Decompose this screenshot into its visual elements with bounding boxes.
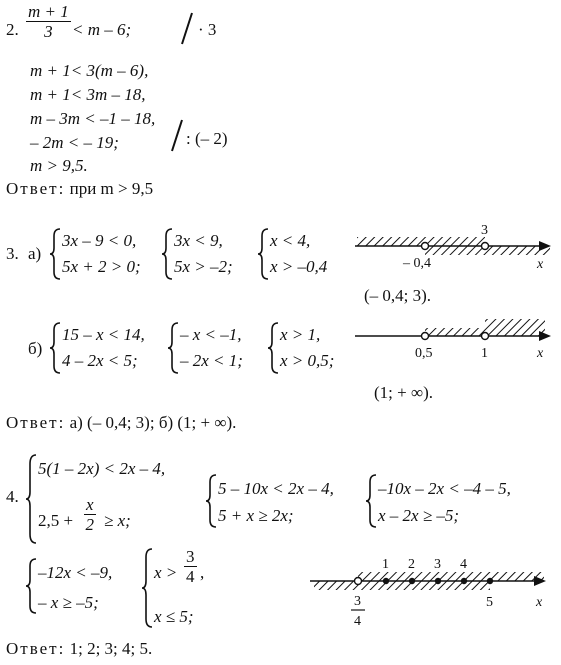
problem-3a-system-2-line-2: 5x > –2; <box>174 257 233 276</box>
brace-icon <box>50 228 62 280</box>
brace-icon <box>258 228 270 280</box>
problem-2-step-4: – 2m < – 19; <box>30 133 119 152</box>
problem-3-answer-word: Ответ: <box>6 413 66 432</box>
problem-4-system-4-line-1: –12x < –9, <box>38 563 113 582</box>
point-4 <box>461 578 467 584</box>
problem-2-fraction-numerator: m + 1 <box>28 2 69 21</box>
problem-4-system-3 <box>366 474 556 528</box>
problem-4-system-4 <box>26 558 136 614</box>
point-label-05: 0,5 <box>415 346 433 361</box>
problem-4-system-1-fraction <box>84 496 96 533</box>
problem-3-answer-text: а) (– 0,4; 3); б) (1; + ∞). <box>69 413 237 432</box>
brace-icon <box>206 474 218 528</box>
problem-3b-system-1 <box>50 322 160 374</box>
brace-icon <box>142 548 154 628</box>
problem-4-answer <box>6 640 152 657</box>
problem-3b-system-3-line-1: x > 1, <box>280 325 321 344</box>
problem-2-step-1: m + 1< 3(m – 6), <box>30 61 149 80</box>
problem-3b-number-line <box>355 315 555 370</box>
brace-icon <box>168 322 180 374</box>
problem-3b-system-1-line-2: 4 – 2x < 5; <box>62 351 138 370</box>
brace-icon <box>268 322 280 374</box>
point-label-1: 1 <box>481 346 488 361</box>
problem-4-system-2 <box>206 474 366 528</box>
problem-4-system-1-line-2a: 2,5 + <box>38 511 74 530</box>
tick-label-1: 1 <box>382 557 389 572</box>
problem-2-step-2: m + 1< 3m – 18, <box>30 85 146 104</box>
problem-2-number: 2. <box>6 20 19 39</box>
open-point-05 <box>422 333 429 340</box>
tick-label-frac-num: 3 <box>354 594 361 609</box>
fraction-numerator: x <box>86 495 94 514</box>
problem-2-step-5: m > 9,5. <box>30 156 88 175</box>
tick-label-5: 5 <box>486 595 493 610</box>
open-point-neg04 <box>422 243 429 250</box>
problem-2-multiply-note: · 3 <box>198 20 217 39</box>
problem-2-fraction-denominator: 3 <box>44 22 53 41</box>
problem-3a-label: а) <box>28 244 42 263</box>
fraction-denominator: 2 <box>85 515 95 534</box>
brace-icon <box>50 322 62 374</box>
problem-3a-system-3-line-1: x < 4, <box>270 231 311 250</box>
problem-2-divide-slash <box>168 119 188 153</box>
problem-3a-system-1-line-2: 5x + 2 > 0; <box>62 257 141 276</box>
problem-4-system-1 <box>26 454 206 544</box>
problem-3b-system-2-line-2: – 2x < 1; <box>180 351 243 370</box>
brace-icon <box>366 474 378 528</box>
problem-3b-result: (1; + ∞). <box>374 383 434 402</box>
problem-4-number-line <box>310 556 556 636</box>
problem-4-number: 4. <box>6 487 19 506</box>
open-point-3 <box>482 243 489 250</box>
problem-3-answer <box>6 414 236 431</box>
problem-3b-label: б) <box>28 339 43 358</box>
problem-3a-system-1 <box>50 228 160 280</box>
axis-label-x: x <box>537 346 544 361</box>
point-1 <box>383 578 389 584</box>
problem-4-system-3-line-2: x – 2x ≥ –5; <box>378 506 460 525</box>
fraction-numerator: 3 <box>186 547 195 566</box>
brace-icon <box>26 558 38 614</box>
point-3 <box>435 578 441 584</box>
problem-3a-number-line <box>355 222 555 277</box>
problem-2-step-3: m – 3m < –1 – 18, <box>30 109 156 128</box>
problem-3a-system-1-line-1: 3x – 9 < 0, <box>62 231 137 250</box>
problem-4-system-5-fraction <box>184 548 197 585</box>
point-2 <box>409 578 415 584</box>
problem-2-answer-text: при m > 9,5 <box>69 179 154 198</box>
tick-label-3: 3 <box>434 557 441 572</box>
problem-2-divide-note: : (– 2) <box>186 129 228 148</box>
axis-label-x: x <box>537 257 544 272</box>
problem-3b-system-2-line-1: – x < –1, <box>180 325 242 344</box>
problem-4-system-3-line-1: –10x – 2x < –4 – 5, <box>378 479 511 498</box>
problem-4-system-2-line-1: 5 – 10x < 2x – 4, <box>218 479 334 498</box>
problem-3a-system-2 <box>162 228 252 280</box>
brace-icon <box>26 454 38 544</box>
problem-4-system-5 <box>142 548 232 628</box>
fraction-denominator: 4 <box>186 567 195 586</box>
tick-label-2: 2 <box>408 557 415 572</box>
tick-label-4: 4 <box>460 557 467 572</box>
hatch-above-1 <box>485 319 545 328</box>
problem-4-answer-word: Ответ: <box>6 639 66 658</box>
problem-2-answer <box>6 180 153 197</box>
tick-label-frac-den: 4 <box>354 614 361 629</box>
hatch-below-3 <box>357 237 485 246</box>
axis-label-x: x <box>536 595 543 610</box>
problem-3-number: 3. <box>6 244 19 263</box>
open-point-3-4 <box>355 578 362 585</box>
problem-3a-system-3-line-2: x > –0,4 <box>270 257 328 276</box>
problem-3b-system-3-line-2: x > 0,5; <box>280 351 335 370</box>
problem-3b-system-2 <box>168 322 263 374</box>
problem-4-system-5-comma: , <box>200 563 205 582</box>
point-label-neg04: – 0,4 <box>403 256 431 271</box>
open-point-1 <box>482 333 489 340</box>
problem-4-answer-text: 1; 2; 3; 4; 5. <box>69 639 153 658</box>
problem-3a-system-3 <box>258 228 348 280</box>
problem-3a-result: (– 0,4; 3). <box>364 286 432 305</box>
problem-2-fraction <box>26 3 71 40</box>
problem-2-multiply-slash <box>178 12 198 46</box>
problem-2-inequality-rest: < m – 6; <box>72 20 132 39</box>
brace-icon <box>162 228 174 280</box>
point-label-3: 3 <box>481 223 488 238</box>
point-5 <box>487 578 493 584</box>
problem-3b-system-1-line-1: 15 – x < 14, <box>62 325 145 344</box>
problem-4-system-4-line-2: – x ≥ –5; <box>38 593 99 612</box>
problem-3b-system-3 <box>268 322 353 374</box>
problem-4-system-5-line-2: x ≤ 5; <box>154 607 194 626</box>
problem-3a-system-2-line-1: 3x < 9, <box>174 231 223 250</box>
problem-4-system-1-line-1: 5(1 – 2x) < 2x – 4, <box>38 459 166 478</box>
problem-4-system-5-line-1a: x > <box>154 563 178 582</box>
problem-4-system-1-line-2b: ≥ x; <box>104 511 131 530</box>
problem-4-system-2-line-2: 5 + x ≥ 2x; <box>218 506 294 525</box>
problem-2-answer-word: Ответ: <box>6 179 66 198</box>
